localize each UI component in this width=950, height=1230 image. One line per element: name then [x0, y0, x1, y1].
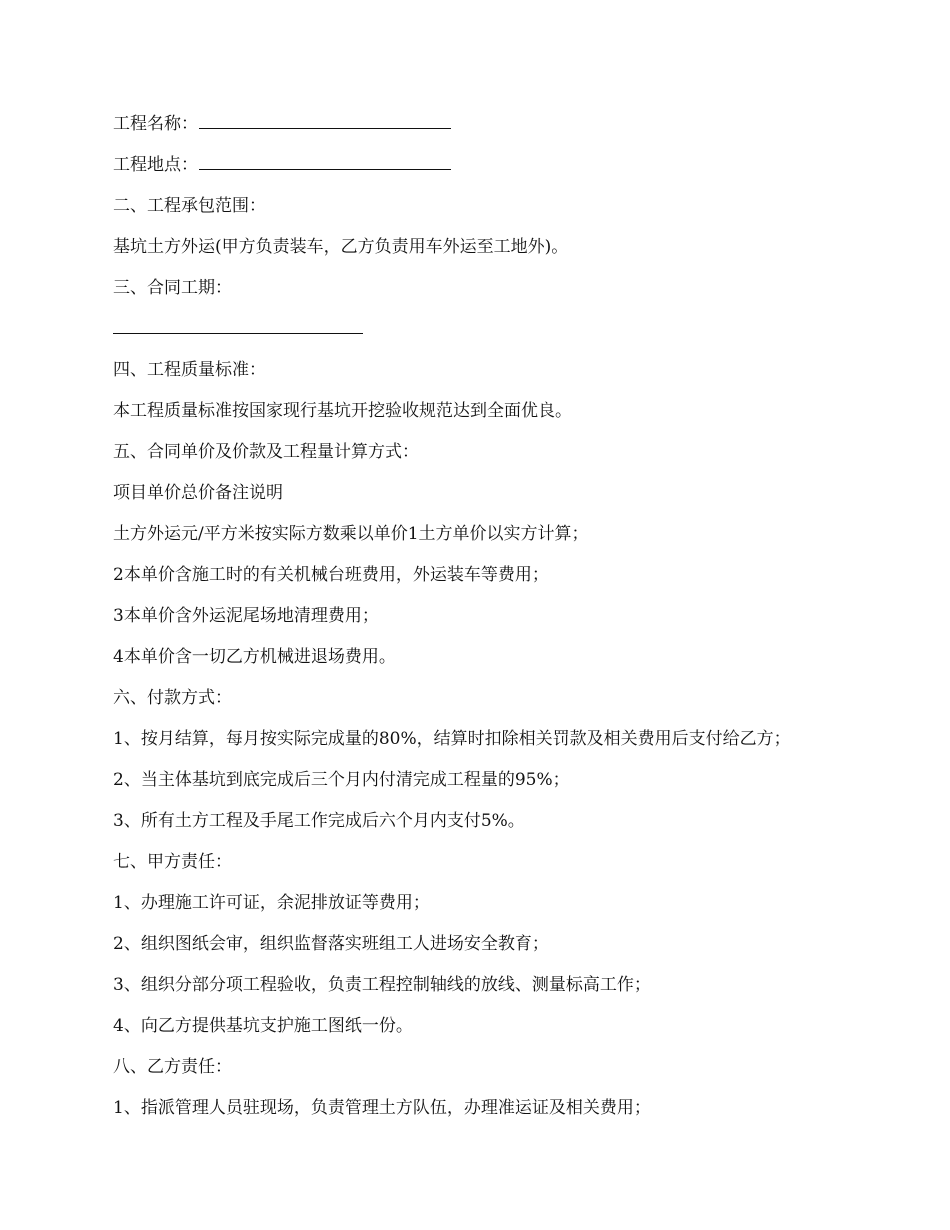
payment-item-3: 3、所有土方工程及手尾工作完成后六个月内支付5%。	[113, 811, 525, 831]
price-item-4: 4本单价含一切乙方机械进退场费用。	[113, 647, 396, 667]
party-a-item-3: 3、组织分部分项工程验收，负责工程控制轴线的放线、测量标高工作；	[113, 975, 651, 995]
price-table-header: 项目单价总价备注说明	[113, 483, 283, 503]
payment-item-2: 2、当主体基坑到底完成后三个月内付清完成工程量的95%；	[113, 770, 570, 790]
price-item-2: 2本单价含施工时的有关机械台班费用，外运装车等费用；	[113, 565, 549, 585]
party-b-item-1: 1、指派管理人员驻现场，负责管理土方队伍，办理准运证及相关费用；	[113, 1098, 651, 1118]
project-name-label: 工程名称：	[113, 114, 198, 134]
price-item-3: 3本单价含外运泥尾场地清理费用；	[113, 606, 379, 626]
project-name-blank	[199, 128, 451, 129]
project-name-line	[113, 104, 893, 145]
section-heading-party-a: 七、甲方责任：	[113, 852, 232, 872]
project-location-label: 工程地点：	[113, 155, 198, 175]
section-heading-price: 五、合同单价及价款及工程量计算方式：	[113, 442, 419, 462]
section-heading-payment: 六、付款方式：	[113, 688, 232, 708]
section-heading-quality: 四、工程质量标准：	[113, 360, 266, 380]
project-location-line	[113, 145, 893, 186]
section-heading-party-b: 八、乙方责任：	[113, 1057, 232, 1077]
scope-text: 基坑土方外运(甲方负责装车，乙方负责用车外运至工地外)。	[113, 237, 569, 257]
party-a-item-1: 1、办理施工许可证，余泥排放证等费用；	[113, 893, 430, 913]
section-heading-scope: 二、工程承包范围：	[113, 196, 266, 216]
contract-period-line	[113, 309, 893, 350]
party-a-item-2: 2、组织图纸会审，组织监督落实班组工人进场安全教育；	[113, 934, 549, 954]
quality-text: 本工程质量标准按国家现行基坑开挖验收规范达到全面优良。	[113, 401, 572, 421]
payment-item-1: 1、按月结算，每月按实际完成量的80%，结算时扣除相关罚款及相关费用后支付给乙方；	[113, 729, 791, 749]
section-heading-period: 三、合同工期：	[113, 278, 232, 298]
contract-period-blank	[113, 333, 363, 334]
party-a-item-4: 4、向乙方提供基坑支护施工图纸一份。	[113, 1016, 413, 1036]
project-location-blank	[199, 169, 451, 170]
contract-text	[113, 104, 893, 1129]
price-item-1: 土方外运元/平方米按实际方数乘以单价1土方单价以实方计算；	[113, 524, 589, 544]
